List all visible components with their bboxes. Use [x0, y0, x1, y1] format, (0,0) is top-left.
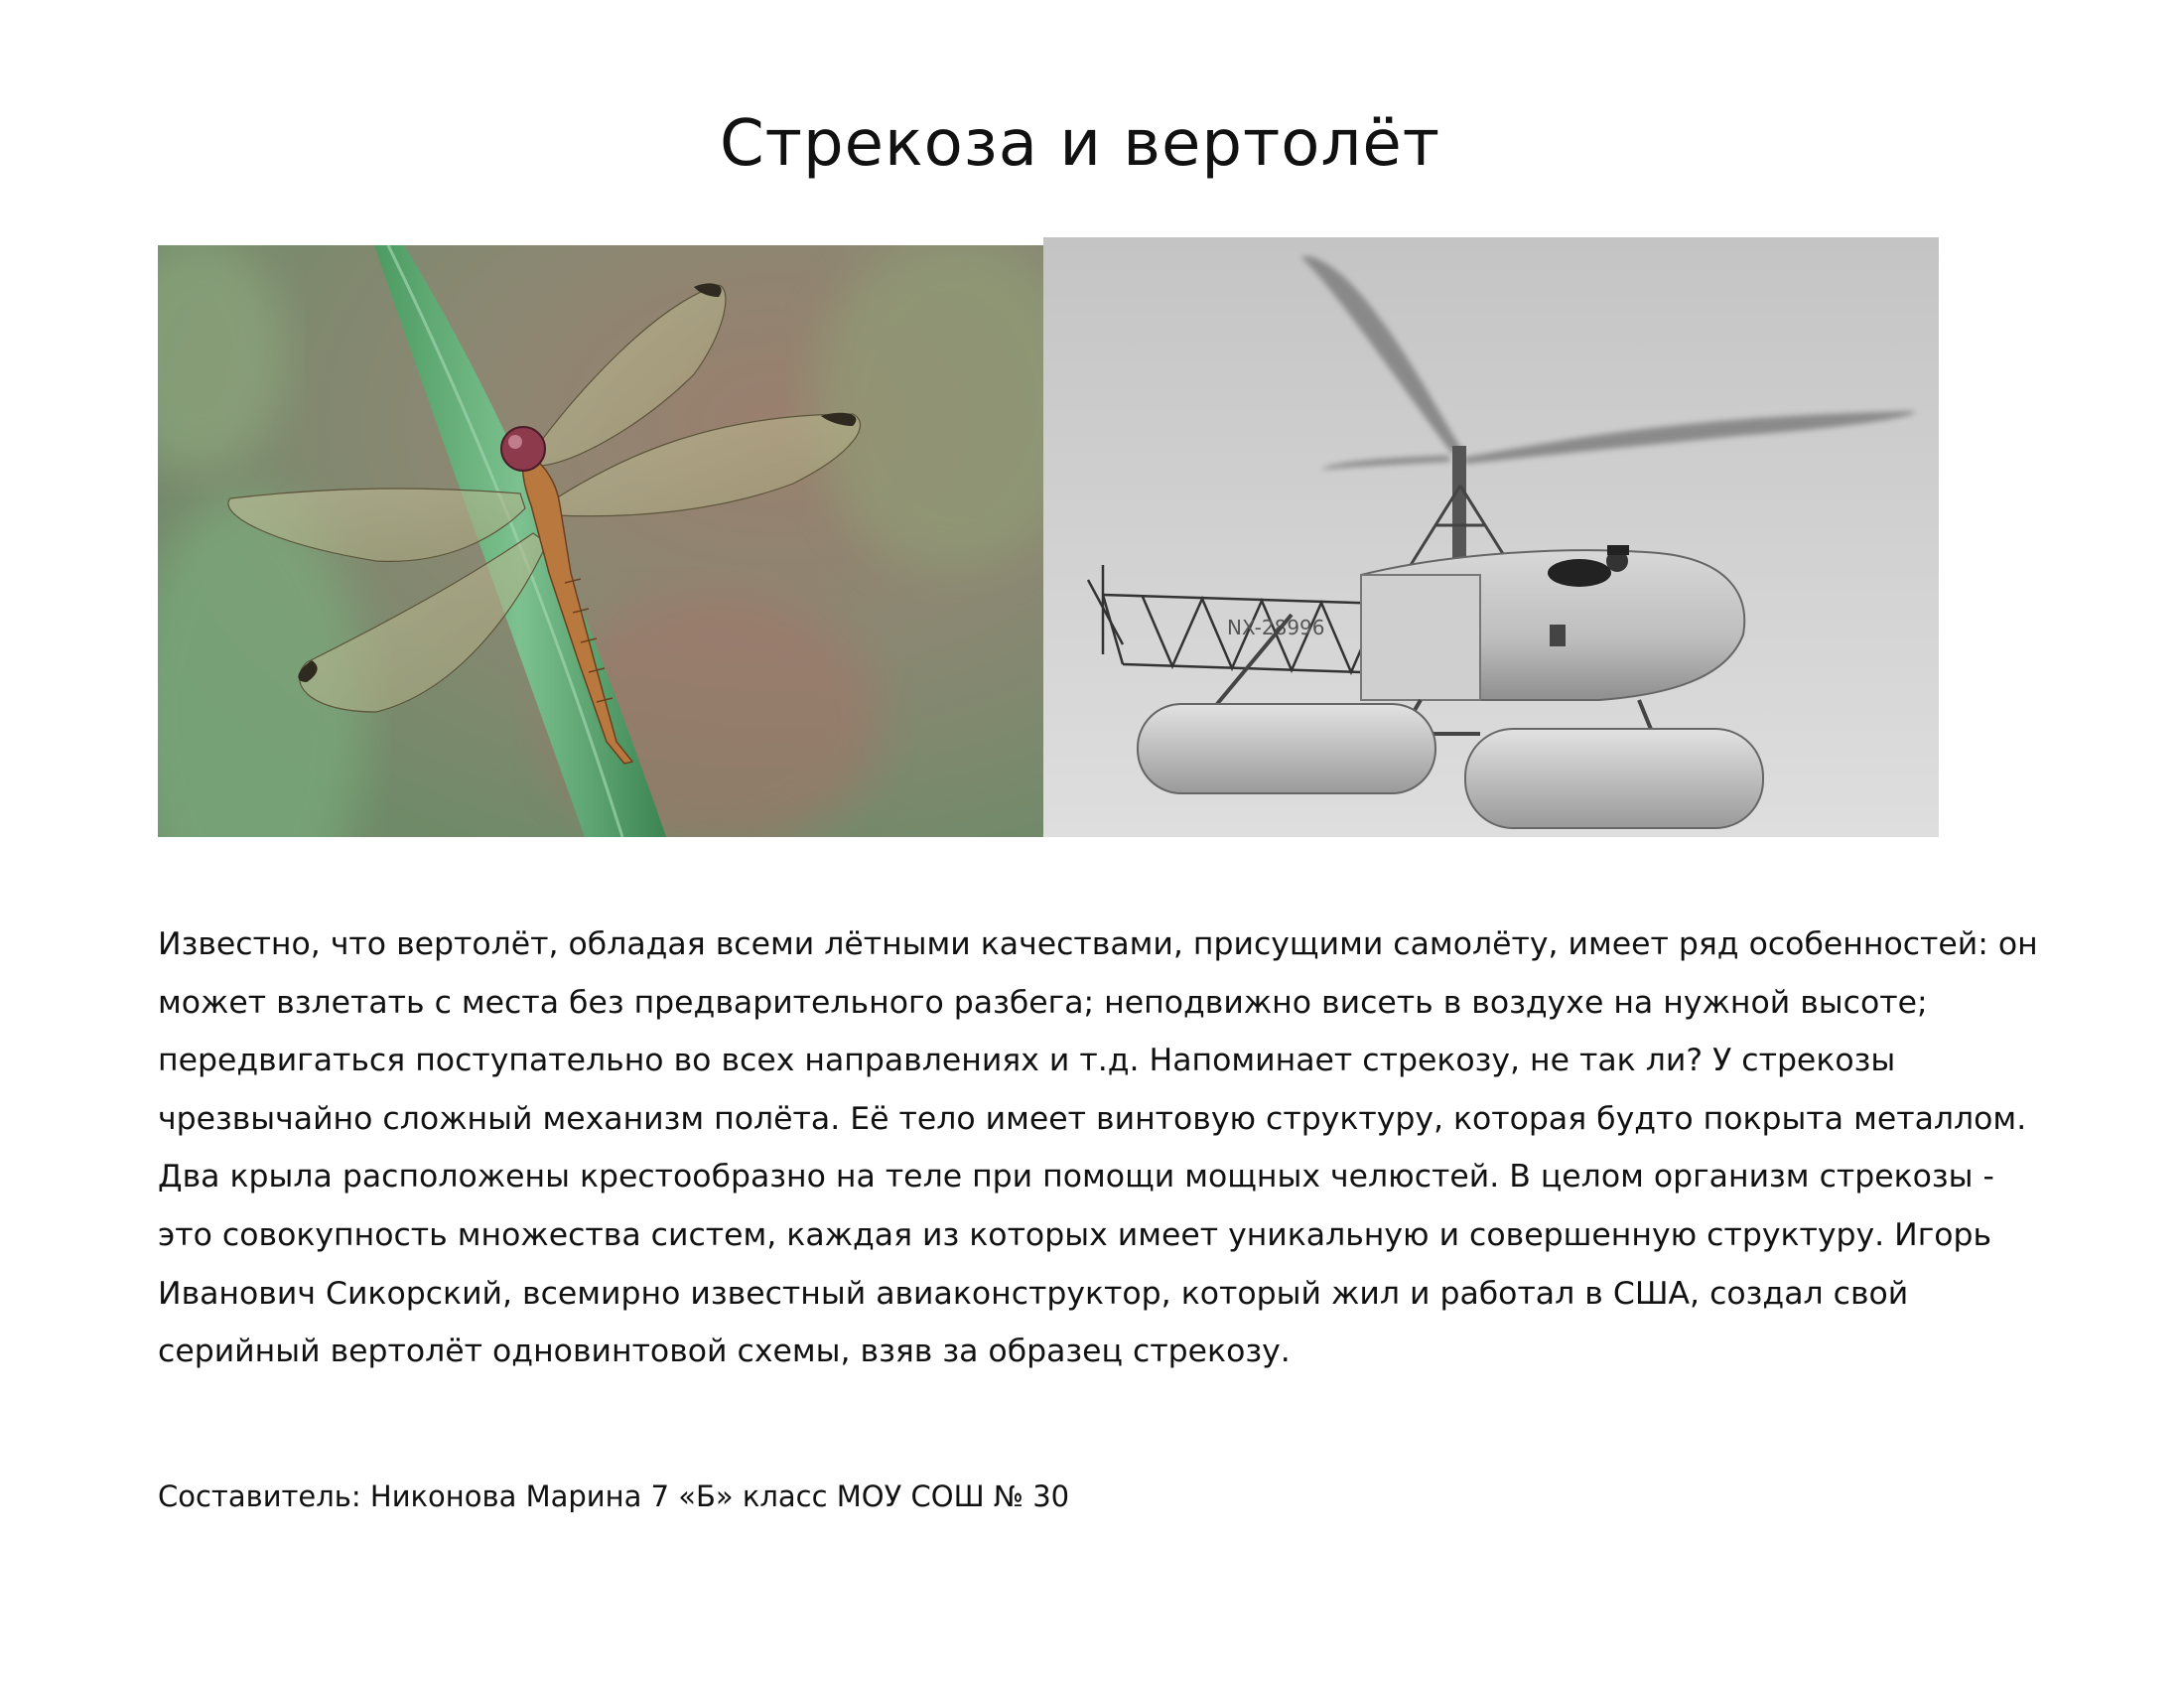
page-title: Стрекоза и вертолёт — [719, 107, 1441, 181]
dragonfly-photo — [158, 245, 1043, 837]
body-paragraph: Известно, что вертолёт, обладая всеми лётными качествами, присущими самолёту, имеет ряд особенностей: он может взлетать с места без предварительного разбега; неподвижно висеть в воздухе на нужной высоте; передвигаться поступательно во всех направлениях и т.д. Напоминает стрекозу, не так ли? У стрекозы чрезвычайно сложный механизм полёта. Её тело имеет винтовую структуру, которая будто покрыта металлом. Два крыла расположены крестообразно на теле при помощи мощных челюстей. В целом организм стрекозы - это совокупность множества систем, каждая из которых имеет уникальную и совершенную структуру. Игорь Иванович Сикорский, всемирно известный авиаконструктор, который жил и работал в США, создал свой серийный вертолёт одновинтовой схемы, взяв за образец стрекозу. — [158, 926, 2038, 1370]
helicopter-photo — [1043, 237, 1939, 837]
author-credit: Составитель: Никонова Марина 7 «Б» класс МОУ СОШ № 30 — [158, 1479, 1070, 1513]
svg-text:NX-28996: NX-28996 — [1227, 616, 1325, 639]
